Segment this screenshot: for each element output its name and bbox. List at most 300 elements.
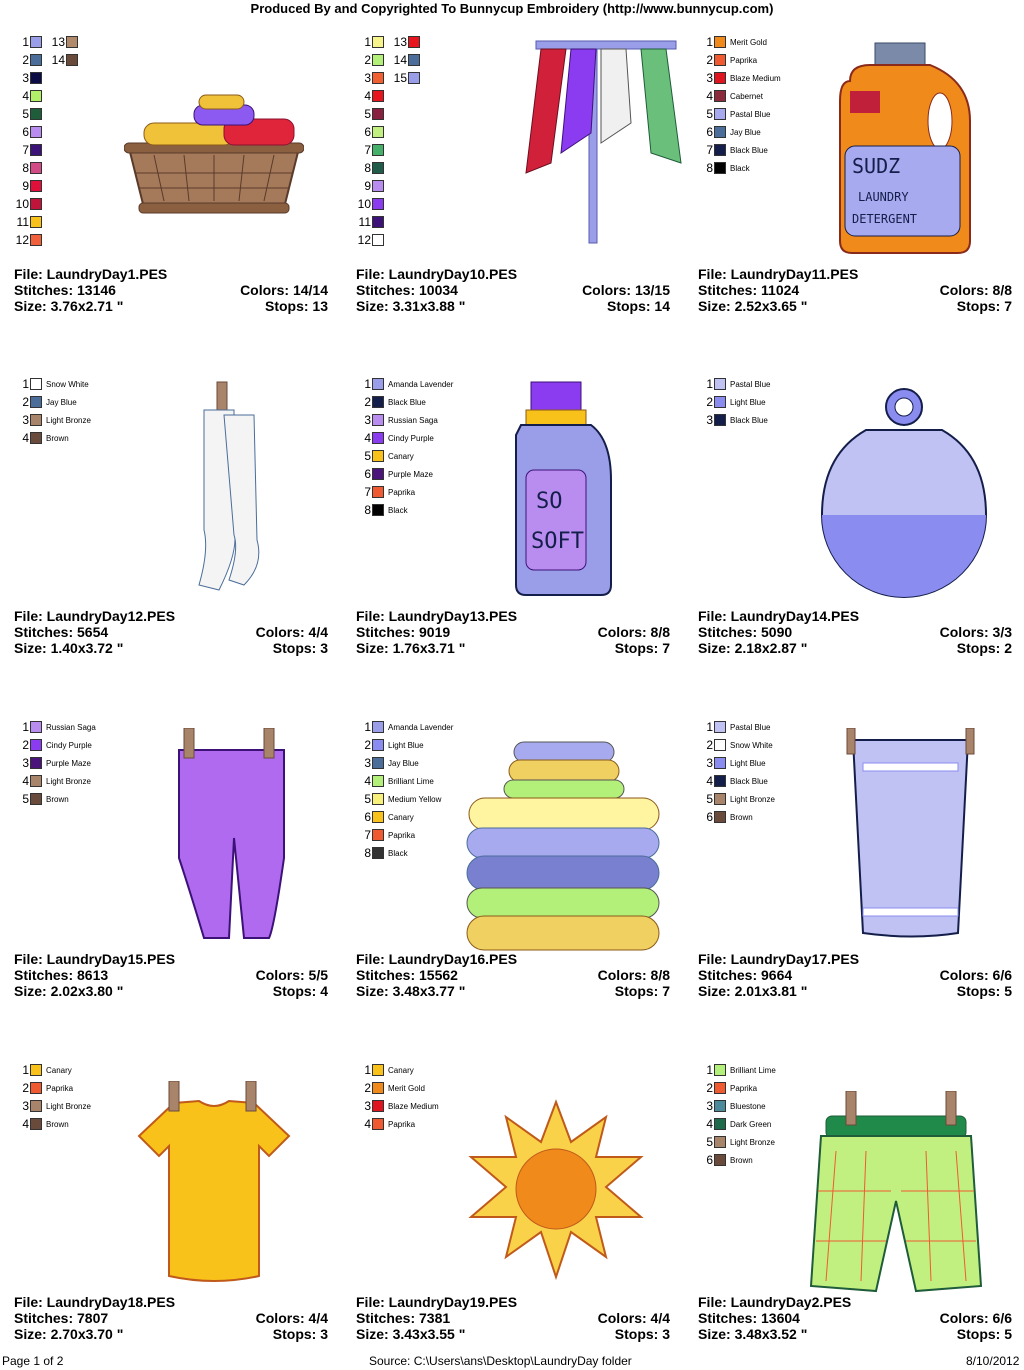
legend-number: 3 xyxy=(706,756,713,770)
thread-name: Russian Saga xyxy=(46,722,96,732)
design-size: Size: 3.48x3.77 " xyxy=(356,983,466,999)
legend-number: 4 xyxy=(706,1117,713,1131)
color-swatch xyxy=(714,775,726,787)
color-swatch xyxy=(30,108,42,120)
design-card xyxy=(698,8,1024,338)
legend-number: 5 xyxy=(706,1135,713,1149)
legend-number: 4 xyxy=(364,89,371,103)
thread-name: Brown xyxy=(46,1119,69,1129)
soft-text: SOFT xyxy=(531,529,584,554)
color-swatch xyxy=(372,126,384,138)
color-swatch xyxy=(372,811,384,823)
color-count: Colors: 5/5 xyxy=(255,967,328,983)
thread-color-legend xyxy=(356,33,384,249)
thread-name: Purple Maze xyxy=(46,758,91,768)
legend-entry xyxy=(14,1115,91,1133)
legend-entry xyxy=(356,177,384,195)
legend-entry xyxy=(356,736,453,754)
design-size: Size: 3.31x3.88 " xyxy=(356,298,466,314)
color-swatch xyxy=(714,72,726,84)
sudz-text: SUDZ xyxy=(852,154,901,178)
legend-number: 1 xyxy=(22,35,29,49)
color-swatch xyxy=(372,162,384,174)
color-swatch xyxy=(408,54,420,66)
legend-entry xyxy=(698,393,770,411)
thread-name: Black Blue xyxy=(730,145,768,155)
legend-number: 3 xyxy=(364,756,371,770)
color-swatch xyxy=(714,144,726,156)
color-swatch xyxy=(714,1154,726,1166)
legend-entry xyxy=(356,231,384,249)
thread-name: Black Blue xyxy=(730,776,768,786)
stop-count: Stops: 14 xyxy=(606,298,670,314)
legend-entry xyxy=(14,33,42,51)
embroidery-design-image xyxy=(134,1081,294,1296)
color-swatch xyxy=(30,234,42,246)
thread-name: Black Blue xyxy=(730,415,768,425)
color-swatch xyxy=(714,1082,726,1094)
legend-entry xyxy=(356,195,384,213)
file-name: File: LaundryDay18.PES xyxy=(14,1294,176,1310)
stop-count: Stops: 3 xyxy=(272,1326,328,1342)
file-name: File: LaundryDay16.PES xyxy=(356,951,518,967)
legend-entry xyxy=(391,33,420,51)
legend-entry xyxy=(14,1097,91,1115)
legend-entry xyxy=(698,1151,776,1169)
color-swatch xyxy=(714,1118,726,1130)
legend-entry xyxy=(698,159,781,177)
legend-number: 13 xyxy=(51,35,65,49)
design-info xyxy=(14,266,328,314)
color-swatch xyxy=(372,450,384,462)
legend-number: 4 xyxy=(364,431,371,445)
legend-entry xyxy=(14,195,42,213)
legend-entry xyxy=(356,1079,439,1097)
page-header: Produced By and Copyrighted To Bunnycup Embroidery (http://www.bunnycup.com) xyxy=(250,1,774,16)
legend-number: 5 xyxy=(364,792,371,806)
color-swatch xyxy=(30,36,42,48)
stitch-count: Stitches: 9019 xyxy=(356,624,451,640)
thread-name: Light Blue xyxy=(730,397,766,407)
legend-entry xyxy=(356,465,453,483)
design-info xyxy=(356,266,670,314)
legend-number: 1 xyxy=(706,377,713,391)
legend-number: 2 xyxy=(364,738,371,752)
color-swatch xyxy=(30,432,42,444)
thread-name: Paprika xyxy=(388,487,416,497)
design-size: Size: 3.48x3.52 " xyxy=(698,1326,808,1342)
stop-count: Stops: 7 xyxy=(956,298,1012,314)
color-swatch xyxy=(714,90,726,102)
design-info xyxy=(698,608,1012,656)
color-swatch xyxy=(30,144,42,156)
color-swatch xyxy=(372,90,384,102)
legend-entry xyxy=(49,33,78,51)
legend-number: 5 xyxy=(364,449,371,463)
thread-color-legend-column-2 xyxy=(391,33,420,87)
legend-entry xyxy=(356,213,384,231)
color-swatch xyxy=(372,775,384,787)
stitch-count: Stitches: 11024 xyxy=(698,282,800,298)
legend-entry xyxy=(49,51,78,69)
legend-number: 4 xyxy=(22,774,29,788)
design-card xyxy=(14,1036,344,1366)
thread-name: Pastal Blue xyxy=(730,109,771,119)
stitch-count: Stitches: 7807 xyxy=(14,1310,109,1326)
legend-number: 3 xyxy=(364,413,371,427)
color-swatch xyxy=(30,90,42,102)
thread-color-legend xyxy=(698,1061,776,1169)
thread-name: Russian Saga xyxy=(388,415,438,425)
design-card xyxy=(356,693,686,1023)
source-path: Source: C:\Users\ans\Desktop\LaundryDay folder xyxy=(369,1354,632,1368)
color-swatch xyxy=(408,72,420,84)
page-number: Page 1 of 2 xyxy=(2,1354,64,1368)
legend-entry xyxy=(698,411,770,429)
legend-entry xyxy=(14,718,96,736)
design-card xyxy=(698,693,1024,1023)
thread-name: Purple Maze xyxy=(388,469,433,479)
legend-number: 3 xyxy=(22,71,29,85)
design-info xyxy=(356,951,670,999)
color-swatch xyxy=(372,1064,384,1076)
legend-number: 2 xyxy=(706,395,713,409)
legend-number: 3 xyxy=(706,1099,713,1113)
legend-number: 6 xyxy=(364,125,371,139)
legend-number: 14 xyxy=(393,53,407,67)
legend-number: 1 xyxy=(706,1063,713,1077)
legend-number: 2 xyxy=(706,738,713,752)
design-card xyxy=(356,8,686,338)
legend-number: 3 xyxy=(706,413,713,427)
legend-number: 11 xyxy=(16,215,29,229)
color-swatch xyxy=(372,504,384,516)
thread-name: Amanda Lavender xyxy=(388,722,454,732)
legend-number: 13 xyxy=(393,35,407,49)
embroidery-design-image xyxy=(806,1091,986,1306)
design-info xyxy=(356,608,670,656)
legend-number: 4 xyxy=(706,774,713,788)
design-card xyxy=(698,1036,1024,1366)
thread-name: Light Bronze xyxy=(730,1137,775,1147)
legend-number: 8 xyxy=(364,503,371,517)
legend-entry xyxy=(698,736,775,754)
color-swatch xyxy=(30,739,42,751)
color-swatch xyxy=(372,1082,384,1094)
legend-entry xyxy=(698,105,781,123)
legend-entry xyxy=(698,69,781,87)
color-count: Colors: 4/4 xyxy=(255,1310,328,1326)
legend-number: 12 xyxy=(357,233,371,247)
legend-entry xyxy=(14,754,96,772)
design-size: Size: 3.43x3.55 " xyxy=(356,1326,466,1342)
legend-number: 6 xyxy=(706,1153,713,1167)
legend-number: 2 xyxy=(706,1081,713,1095)
stop-count: Stops: 2 xyxy=(956,640,1012,656)
legend-number: 3 xyxy=(706,71,713,85)
legend-number: 3 xyxy=(364,1099,371,1113)
legend-number: 3 xyxy=(22,413,29,427)
thread-name: Snow White xyxy=(46,379,89,389)
thread-name: Black xyxy=(388,848,408,858)
legend-number: 6 xyxy=(706,810,713,824)
embroidery-design-image xyxy=(830,41,980,261)
color-swatch xyxy=(714,1064,726,1076)
legend-number: 1 xyxy=(22,377,29,391)
stitch-count: Stitches: 13604 xyxy=(698,1310,800,1326)
legend-entry xyxy=(698,1061,776,1079)
color-swatch xyxy=(372,793,384,805)
stitch-count: Stitches: 9664 xyxy=(698,967,793,983)
color-swatch xyxy=(714,162,726,174)
legend-entry xyxy=(698,87,781,105)
thread-name: Medium Yellow xyxy=(388,794,442,804)
thread-name: Light Bronze xyxy=(730,794,775,804)
thread-color-legend xyxy=(698,33,781,177)
color-swatch xyxy=(372,757,384,769)
legend-entry xyxy=(698,123,781,141)
color-swatch xyxy=(714,721,726,733)
thread-name: Paprika xyxy=(388,1119,416,1129)
legend-number: 1 xyxy=(22,720,29,734)
design-info xyxy=(698,266,1012,314)
legend-entry xyxy=(356,141,384,159)
color-swatch xyxy=(30,1118,42,1130)
color-swatch xyxy=(372,486,384,498)
legend-entry xyxy=(698,51,781,69)
legend-entry xyxy=(356,87,384,105)
legend-entry xyxy=(14,772,96,790)
design-info xyxy=(14,1294,328,1342)
color-swatch xyxy=(30,775,42,787)
thread-name: Brown xyxy=(730,812,753,822)
legend-number: 12 xyxy=(15,233,29,247)
color-swatch xyxy=(372,378,384,390)
design-size: Size: 1.40x3.72 " xyxy=(14,640,124,656)
legend-number: 1 xyxy=(706,35,713,49)
legend-number: 6 xyxy=(364,810,371,824)
stop-count: Stops: 5 xyxy=(956,983,1012,999)
color-swatch xyxy=(372,144,384,156)
legend-entry xyxy=(356,772,453,790)
stitch-count: Stitches: 10034 xyxy=(356,282,458,298)
legend-number: 4 xyxy=(22,431,29,445)
color-swatch xyxy=(30,793,42,805)
legend-number: 4 xyxy=(706,89,713,103)
file-name: File: LaundryDay10.PES xyxy=(356,266,518,282)
legend-entry xyxy=(356,754,453,772)
thread-name: Dark Green xyxy=(730,1119,772,1129)
color-swatch xyxy=(372,216,384,228)
stop-count: Stops: 7 xyxy=(614,640,670,656)
legend-number: 4 xyxy=(364,774,371,788)
legend-entry xyxy=(14,69,42,87)
design-size: Size: 2.02x3.80 " xyxy=(14,983,124,999)
legend-entry xyxy=(698,772,775,790)
legend-number: 4 xyxy=(22,89,29,103)
design-card xyxy=(14,693,344,1023)
design-info xyxy=(698,951,1012,999)
thread-name: Merit Gold xyxy=(388,1083,425,1093)
thread-name: Black xyxy=(388,505,408,515)
color-swatch xyxy=(30,126,42,138)
legend-entry xyxy=(14,736,96,754)
file-name: File: LaundryDay17.PES xyxy=(698,951,860,967)
design-card xyxy=(698,350,1024,680)
color-swatch xyxy=(30,757,42,769)
legend-number: 9 xyxy=(364,179,371,193)
legend-number: 1 xyxy=(364,35,371,49)
thread-name: Amanda Lavender xyxy=(388,379,454,389)
legend-entry xyxy=(356,429,453,447)
legend-entry xyxy=(14,1079,91,1097)
design-card xyxy=(14,350,344,680)
color-swatch xyxy=(372,180,384,192)
thread-name: Pastal Blue xyxy=(730,379,771,389)
thread-name: Light Bronze xyxy=(46,415,91,425)
thread-name: Brilliant Lime xyxy=(388,776,434,786)
legend-entry xyxy=(356,718,453,736)
color-swatch xyxy=(372,36,384,48)
thread-color-legend xyxy=(356,1061,439,1133)
color-swatch xyxy=(714,793,726,805)
legend-number: 2 xyxy=(22,53,29,67)
legend-entry xyxy=(391,51,420,69)
legend-entry xyxy=(14,87,42,105)
thread-name: Brown xyxy=(730,1155,753,1165)
design-size: Size: 2.18x2.87 " xyxy=(698,640,808,656)
color-swatch xyxy=(30,396,42,408)
thread-name: Light Blue xyxy=(730,758,766,768)
color-swatch xyxy=(30,54,42,66)
file-name: File: LaundryDay19.PES xyxy=(356,1294,518,1310)
color-swatch xyxy=(714,739,726,751)
legend-entry xyxy=(14,177,42,195)
thread-name: Paprika xyxy=(730,1083,758,1093)
color-swatch xyxy=(372,198,384,210)
color-swatch xyxy=(372,829,384,841)
legend-number: 1 xyxy=(364,720,371,734)
color-swatch xyxy=(714,126,726,138)
color-swatch xyxy=(30,414,42,426)
stop-count: Stops: 13 xyxy=(264,298,328,314)
color-swatch xyxy=(372,1100,384,1112)
legend-number: 8 xyxy=(364,161,371,175)
color-swatch xyxy=(372,468,384,480)
design-size: Size: 2.52x3.65 " xyxy=(698,298,808,314)
thread-color-legend xyxy=(14,718,96,808)
thread-name: Paprika xyxy=(730,55,758,65)
legend-entry xyxy=(356,447,453,465)
legend-number: 7 xyxy=(22,143,29,157)
print-date: 8/10/2012 xyxy=(966,1354,1020,1368)
legend-entry xyxy=(698,33,781,51)
legend-entry xyxy=(356,69,384,87)
embroidery-design-image xyxy=(464,740,664,965)
thread-name: Cindy Purple xyxy=(388,433,434,443)
thread-color-legend xyxy=(698,375,770,429)
thread-color-legend xyxy=(698,718,775,826)
thread-name: Jay Blue xyxy=(46,397,77,407)
color-count: Colors: 4/4 xyxy=(597,1310,670,1326)
thread-name: Cindy Purple xyxy=(46,740,92,750)
legend-entry xyxy=(14,375,91,393)
legend-entry xyxy=(14,429,91,447)
legend-number: 11 xyxy=(358,215,371,229)
color-swatch xyxy=(372,108,384,120)
thread-color-legend xyxy=(14,375,91,447)
legend-entry xyxy=(356,1115,439,1133)
legend-number: 8 xyxy=(706,161,713,175)
legend-number: 2 xyxy=(364,53,371,67)
stitch-count: Stitches: 5090 xyxy=(698,624,793,640)
legend-number: 10 xyxy=(15,197,29,211)
color-swatch xyxy=(30,180,42,192)
thread-name: Jay Blue xyxy=(730,127,761,137)
legend-number: 1 xyxy=(706,720,713,734)
thread-name: Pastal Blue xyxy=(730,722,771,732)
color-count: Colors: 8/8 xyxy=(597,624,670,640)
legend-entry xyxy=(14,159,42,177)
laundry-text: LAUNDRY xyxy=(858,190,909,204)
design-info xyxy=(14,608,328,656)
file-name: File: LaundryDay11.PES xyxy=(698,266,859,282)
file-name: File: LaundryDay12.PES xyxy=(14,608,176,624)
legend-entry xyxy=(14,105,42,123)
color-swatch xyxy=(66,36,78,48)
color-swatch xyxy=(714,414,726,426)
thread-name: Light Bronze xyxy=(46,776,91,786)
stop-count: Stops: 3 xyxy=(272,640,328,656)
embroidery-design-image xyxy=(179,380,279,600)
file-name: File: LaundryDay15.PES xyxy=(14,951,176,967)
thread-name: Light Bronze xyxy=(46,1101,91,1111)
legend-entry xyxy=(356,159,384,177)
legend-number: 6 xyxy=(706,125,713,139)
thread-name: Merit Gold xyxy=(730,37,767,47)
legend-entry xyxy=(356,105,384,123)
legend-entry xyxy=(698,718,775,736)
design-size: Size: 2.01x3.81 " xyxy=(698,983,808,999)
thread-name: Light Blue xyxy=(388,740,424,750)
color-swatch xyxy=(372,234,384,246)
legend-number: 6 xyxy=(364,467,371,481)
file-name: File: LaundryDay14.PES xyxy=(698,608,860,624)
legend-entry xyxy=(356,1061,439,1079)
file-name: File: LaundryDay1.PES xyxy=(14,266,168,282)
color-swatch xyxy=(714,378,726,390)
thread-name: Canary xyxy=(388,812,414,822)
legend-number: 8 xyxy=(22,161,29,175)
legend-entry xyxy=(14,51,42,69)
legend-number: 7 xyxy=(364,485,371,499)
design-size: Size: 1.76x3.71 " xyxy=(356,640,466,656)
legend-number: 4 xyxy=(22,1117,29,1131)
thread-color-legend xyxy=(14,1061,91,1133)
legend-entry xyxy=(356,375,453,393)
stitch-count: Stitches: 15562 xyxy=(356,967,458,983)
legend-number: 1 xyxy=(364,377,371,391)
legend-entry xyxy=(391,69,420,87)
color-swatch xyxy=(30,721,42,733)
legend-entry xyxy=(698,1115,776,1133)
stitch-count: Stitches: 8613 xyxy=(14,967,109,983)
color-count: Colors: 6/6 xyxy=(939,967,1012,983)
color-swatch xyxy=(372,739,384,751)
embroidery-design-image xyxy=(816,385,996,610)
thread-name: Black xyxy=(730,163,750,173)
design-info xyxy=(356,1294,670,1342)
